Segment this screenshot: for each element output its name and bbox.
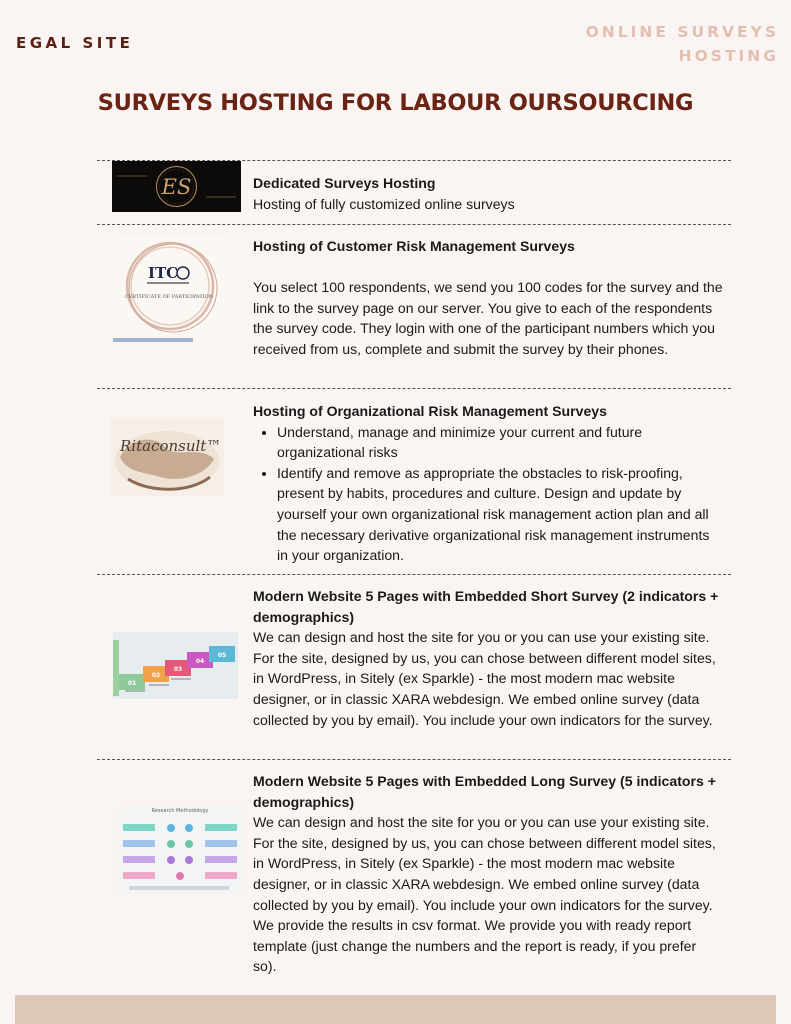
step-label: 03 xyxy=(173,666,183,673)
steps-infographic-icon xyxy=(113,632,238,699)
diagram-title: Research Methodology xyxy=(151,808,209,814)
section-divider xyxy=(97,224,731,225)
section-divider xyxy=(97,759,731,760)
section-dedicated-hosting xyxy=(253,173,723,214)
footer-band xyxy=(15,995,776,1024)
itc-certificate-icon xyxy=(113,236,226,342)
section-short-survey-website xyxy=(253,586,723,730)
section-heading: Hosting of Customer Risk Management Surveys xyxy=(253,238,575,254)
section-organizational-risk xyxy=(253,401,723,566)
section-body: We can design and host the site for you or you can use your existing site. For the site, designed by us, you can chose between different model sites, in WordPress, in Sitely (ex Sparkle) - the most modern mac website designer, or in classic XARA webdesign. We embed online survey (data collected by you by email). You include your own indicators for the survey. We provide the results in csv format. We provide you with ready report template (just change the numbers and the report is ready, if you prefer so). xyxy=(253,814,716,975)
step-label: 05 xyxy=(217,652,227,659)
ritaconsult-logo-icon xyxy=(110,417,224,496)
section-heading: Hosting of Organizational Risk Management Surveys xyxy=(253,403,607,419)
step-label: 02 xyxy=(151,672,161,679)
section-heading: Modern Website 5 Pages with Embedded Short Survey (2 indicators + demographics) xyxy=(253,588,719,625)
tagline xyxy=(586,20,779,68)
section-divider xyxy=(97,388,731,389)
certificate-caption: CERTIFICATE OF PARTICIPATION xyxy=(124,294,214,300)
itc-logo-text: ITC xyxy=(147,264,179,282)
section-body: We can design and host the site for you or you can use your existing site. For the site, designed by us, you can chose between different model sites, in WordPress, in Sitely (ex Sparkle) - the most modern mac website designer, or in classic XARA webdesign. We embed online survey (data collected by you by email). You include your own indicators for the survey. xyxy=(253,629,716,728)
section-heading: Modern Website 5 Pages with Embedded Long Survey (5 indicators + demographics) xyxy=(253,773,716,810)
tagline-line-2: HOSTING xyxy=(678,47,779,65)
step-label: 04 xyxy=(195,658,205,665)
bullet-list xyxy=(253,422,723,566)
brand-name: EGAL SITE xyxy=(16,34,134,52)
section-long-survey-website xyxy=(253,771,723,977)
section-customer-risk xyxy=(253,236,723,360)
section-body: Hosting of fully customized online surveys xyxy=(253,195,515,212)
tagline-line-1: ONLINE SURVEYS xyxy=(585,23,779,41)
research-methodology-diagram-icon xyxy=(119,806,242,894)
section-divider xyxy=(97,574,731,575)
list-item: • Understand, manage and minimize your current and future organizational risks xyxy=(277,422,723,463)
es-logo-text: ES xyxy=(161,175,192,199)
section-body: You select 100 respondents, we send you 100 codes for the survey and the link to the survey page on our server. You give to each of the respondents the survey code. They login with one of the participant numbers which you received from us, complete and submit the survey by their phones. xyxy=(253,279,723,357)
ritaconsult-logo-text: Ritaconsult™ xyxy=(120,437,222,455)
es-logo-icon xyxy=(112,161,241,212)
list-item: • Identify and remove as appropriate the obstacles to risk-proofing, present by habits, procedures and culture. Design and update by yourself your own organizational risk management action plan and all the necessary derivative organizational risk management instruments in your organization. xyxy=(277,463,723,566)
page-title: SURVEYS HOSTING FOR LABOUR OURSOURCING xyxy=(97,90,694,116)
section-heading: Dedicated Surveys Hosting xyxy=(253,175,436,191)
step-label: 01 xyxy=(127,680,137,687)
